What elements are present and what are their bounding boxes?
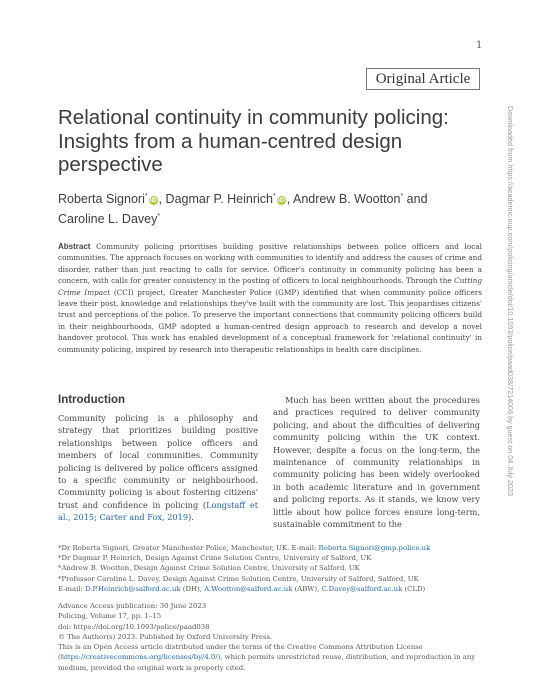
email-line [58,584,482,594]
publication-info [58,601,482,673]
body-text: Community policing is a philosophy and strategy that prioritizes building positive relationships between police officers and members of local communities. Community policing is delivered by police officers assigned to a specific community or neighbourhood. Community policing is about fostering citizens' trust and confidence in policing ( [58,413,258,510]
copyright: © The Author(s) 2023. Published by Oxford University Press. [58,632,273,641]
author-footnotes [58,543,482,594]
abstract-label: Abstract [58,242,91,251]
abstract-text: (CCI) project, Greater Manchester Police (GMP) identified that when community police officers leave their post, knowledge and relationships they've built with the community are lost. This jeopardises citizens' trust and perceptions of the police. To preserve the important connections that community policing officers build in their neighbourhoods, GMP adopted a human-centred design approach to research and develop a novel handover protocol. This work has enabled development of a conceptual framework for 'relational continuity' in community policing, inspired by research into therapeutic relationships in health care disciplines. [58,287,482,354]
article-type-label: Original Article [366,68,480,90]
body-text-end: ). [188,512,194,523]
email-link[interactable]: A.Wootton@salford.ac.uk [204,584,293,593]
license-link[interactable]: https://creativecommons.org/licenses/by/4.0/ [60,653,218,662]
orcid-icon[interactable]: iD [277,197,285,205]
license-text-end: ), which permits unrestricted reuse, distribution, and reproduction in any medium, provided the original work is properly cited. [58,653,476,672]
author-separator: , [286,192,293,207]
citation-link[interactable]: Longstaff et al., 2015 [58,499,258,523]
section-heading: Introduction [58,394,126,406]
author-list [58,188,478,228]
abstract [58,241,482,355]
author-separator: , [158,192,166,207]
license-text-start: This is an Open Access article distributed under the terms of the Creative Commons Attribution License ( [58,643,423,662]
download-watermark: Downloaded from https://academic.oup.com/policing/article/doi/10.1093/police/paad038/7214006 by guest on 04 July 2023 [506,106,515,496]
advance-access-date: Advance Access publication: 30 June 2023 [58,602,207,610]
citation-separator: ; [94,512,100,523]
email-suffix: (ABW), [292,584,322,593]
footnote-text: *Dr Roberta Signori, Greater Manchester Police, Manchester, UK. E-mail: [58,544,319,552]
author-footnote-mark: * [157,213,161,221]
footnote: *Dr Dagmar P. Heinrich, Design Against Crime Solution Centre, University of Salford, UK [58,554,372,563]
email-prefix: E-mail: [58,584,86,593]
email-suffix: (CLD) [402,584,426,593]
author-name[interactable]: Roberta Signori [58,192,145,207]
email-link[interactable]: Roberta.Signori@gmp.police.uk [318,544,431,552]
license-text [58,642,482,673]
citation-link[interactable]: Carter and Fox, 2019 [99,512,189,523]
author-footnote-mark: * [144,193,148,200]
abstract-project-name: Cutting Crime Impact [58,276,482,297]
footnote [58,543,482,553]
journal-volume: Policing, Volume 17, pp. 1–15 [58,612,162,621]
author-name[interactable]: Dagmar P. Heinrich [165,192,273,207]
author-footnote-mark: * [273,193,276,200]
article-title: Relational continuity in community policing: Insights from a human-centred design perspective [58,106,449,176]
body-column-right: Much has been written about the procedures and practices required to deliver community policing, and about the difficulties of delivering community policing within the UK context. However, despite a focus on the long-term, the maintenance of community relationships in community policing has been widely overlooked in both academic literature and in government and policing reports. As it stands, we know very little about how police forces ensure long-term, sustainable commitment to the [273,395,480,530]
author-separator: and [403,192,428,207]
doi: doi: https://doi.org/10.1093/police/paad038 [58,622,210,631]
author-name[interactable]: Andrew B. Wootton [293,192,401,207]
footnote: *Professor Caroline L. Davey, Design Against Crime Solution Centre, University of Salford, Salford, UK [58,574,419,583]
email-suffix: (DH), [180,584,205,593]
email-link[interactable]: D.P.Heinrich@salford.ac.uk [85,584,181,593]
footnote: *Andrew B. Wootton, Design Against Crime Solution Centre, University of Salford, UK [58,564,360,573]
author-name[interactable]: Caroline L. Davey [58,212,158,227]
orcid-icon[interactable]: iD [149,197,157,205]
page-number: 1 [476,40,483,51]
email-link[interactable]: C.Davey@salford.ac.uk [321,584,403,593]
body-column-left [58,412,258,524]
author-footnote-mark: * [400,193,404,200]
abstract-text: Community policing prioritises building positive relationships between police officers and local communities. The approach focuses on working with communities to identify and address the causes of crime and disorder, rather than just reacting to calls for service. Officer's continuity in community policing has been a concern, with calls for greater consistency in the posting of officers to local neighbourhoods. Through the [58,242,483,286]
